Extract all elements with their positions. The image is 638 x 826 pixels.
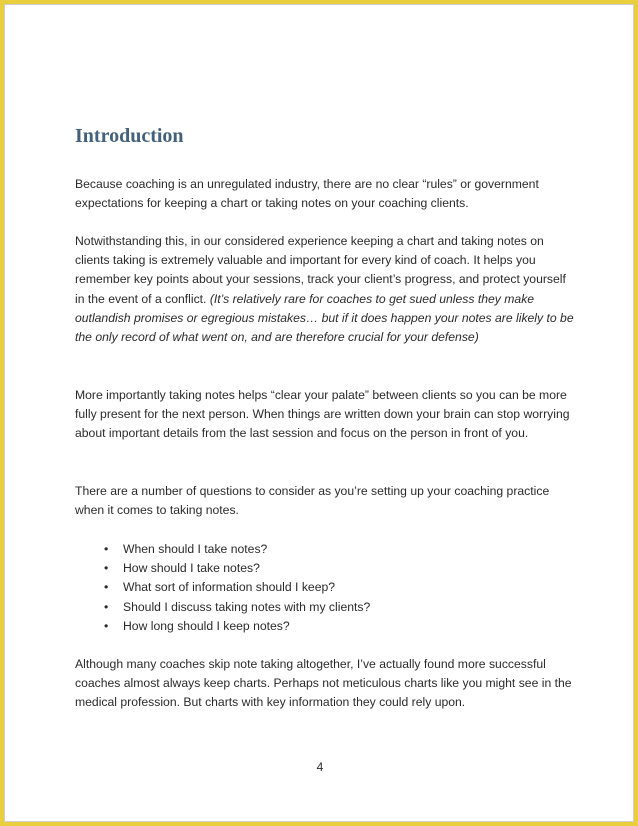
document-page [4,4,634,822]
paragraph-importantly: More importantly taking notes helps “clear your palate” between clients so you can be more fully present for the next person. When things are written down your brain can stop worrying about important details from the last session and focus on the person in front of you. [75,388,570,441]
paragraph-notwithstanding-aside: (It’s relatively rare for coaches to get sued unless they make outlandish promises or egregious mistakes… but if it does happen your notes are likely to be the only record of what went on, and are therefore crucial for your defense) [75,291,574,345]
list-item: • When should I take notes? [89,540,370,559]
paragraph-notwithstanding-text: Notwithstanding this, in our considered experience keeping a chart and taking notes on clients taking is extremely valuable and important for every kind of coach. It helps you remember key points about your sessions, track your client’s progress, and protect yourself in the event of a conflict. [75,234,566,306]
list-item: • How long should I keep notes? [89,617,370,636]
section-heading: Introduction [75,125,184,147]
questions-list [89,540,370,636]
paragraph-conclusion: Although many coaches skip note taking altogether, I’ve actually found more successful coaches almost always keep charts. Perhaps not meticulous charts like you might see in the medical profession. But charts with key information they could rely upon. [75,657,572,710]
paragraph-questions-intro: There are a number of questions to consider as you’re setting up your coaching practice when it comes to taking notes. [75,484,550,518]
page-number: 4 [316,760,324,774]
paragraph-notwithstanding [75,232,575,347]
list-item: • How should I take notes? [89,559,370,578]
paragraph-intro: Because coaching is an unregulated industry, there are no clear “rules” or government expectations for keeping a chart or taking notes on your coaching clients. [75,177,539,211]
list-item: • Should I discuss taking notes with my clients? [89,598,370,617]
list-item: • What sort of information should I keep? [89,578,370,597]
